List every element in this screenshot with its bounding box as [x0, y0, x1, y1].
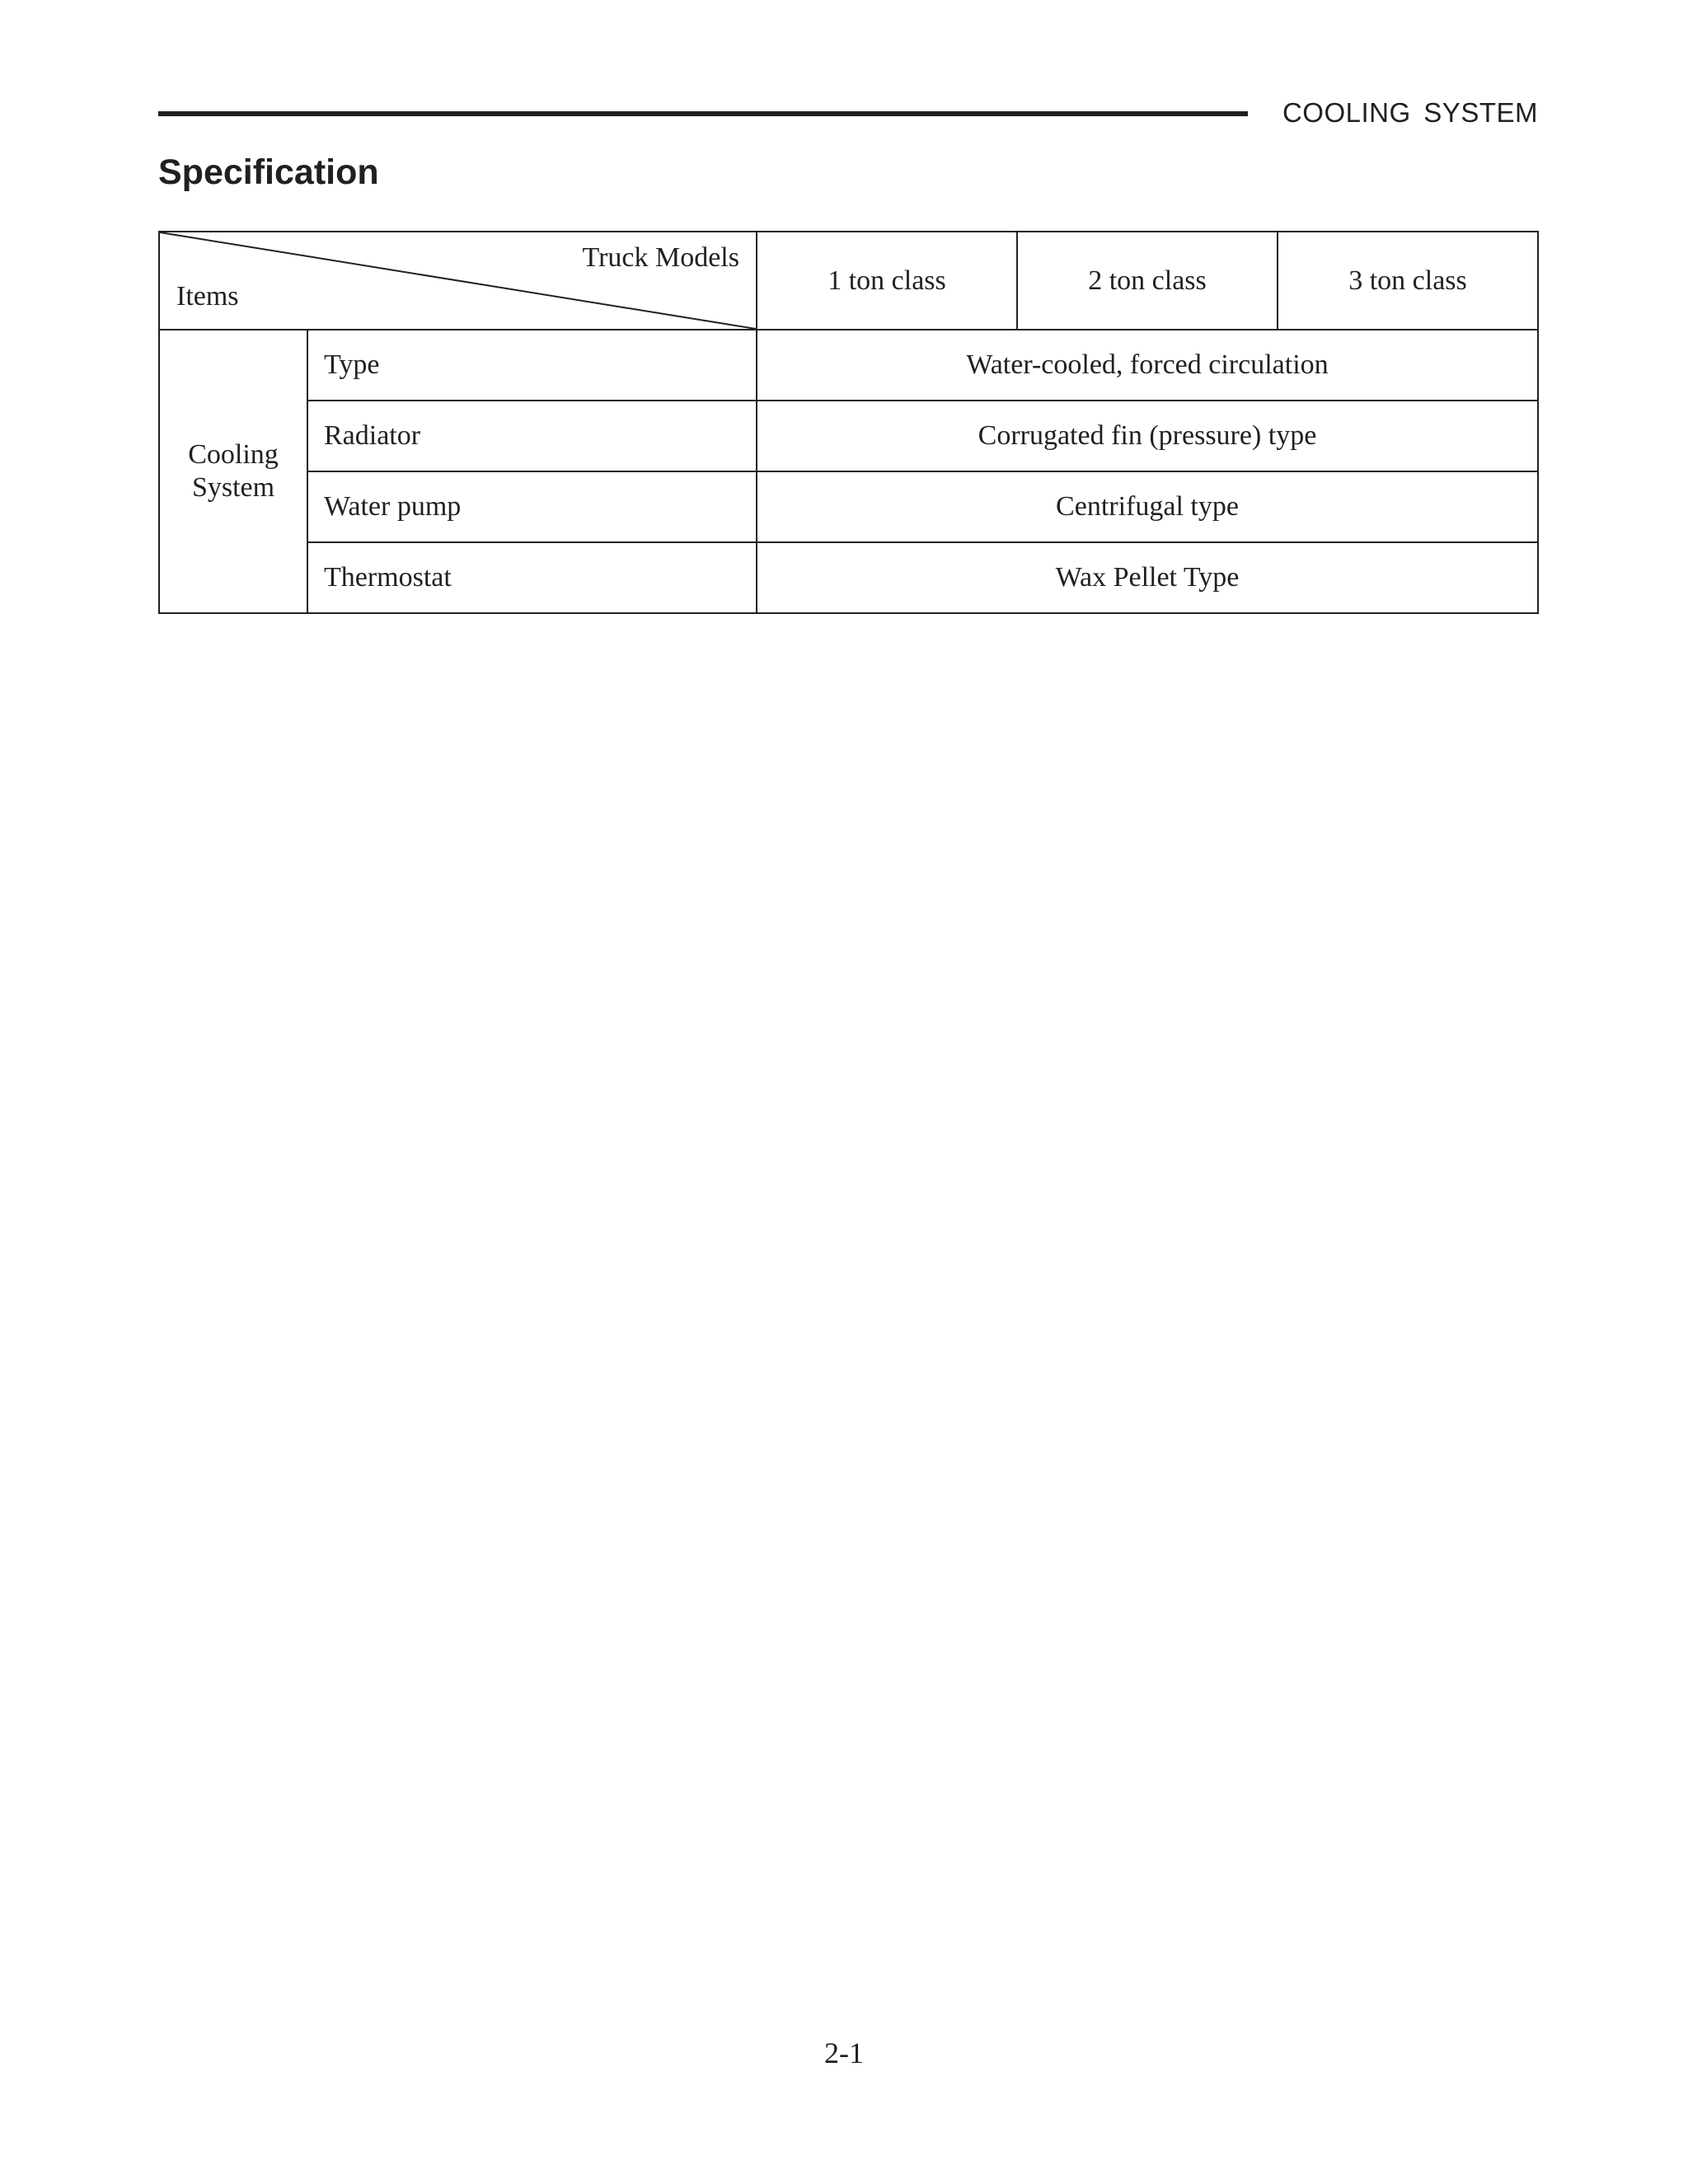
table-row	[159, 471, 1538, 542]
value-type: Water-cooled, forced circulation	[757, 330, 1538, 401]
table-row	[159, 401, 1538, 471]
section-header: COOLING SYSTEM	[1282, 97, 1538, 128]
items-label: Items	[176, 281, 239, 312]
item-radiator: Radiator	[307, 401, 757, 471]
model-header-1-ton: 1 ton class	[757, 232, 1017, 330]
page-title: Specification	[158, 152, 379, 192]
item-water-pump: Water pump	[307, 471, 757, 542]
value-water-pump: Centrifugal type	[757, 471, 1538, 542]
table-header-row	[159, 232, 1538, 330]
table-row	[159, 330, 1538, 401]
group-label-cell	[159, 330, 307, 613]
truck-models-label: Truck Models	[582, 242, 739, 273]
group-label-line-1: Cooling	[188, 438, 279, 470]
specification-table	[158, 231, 1539, 614]
page-number: 2-1	[824, 2036, 864, 2069]
group-label-line-2: System	[191, 472, 275, 503]
header-rule	[158, 111, 1248, 116]
item-type: Type	[307, 330, 757, 401]
model-header-2-ton: 2 ton class	[1017, 232, 1278, 330]
model-header-3-ton: 3 ton class	[1278, 232, 1538, 330]
table-row	[159, 542, 1538, 613]
corner-header-cell	[159, 232, 757, 330]
value-thermostat: Wax Pellet Type	[757, 542, 1538, 613]
value-radiator: Corrugated fin (pressure) type	[757, 401, 1538, 471]
item-thermostat: Thermostat	[307, 542, 757, 613]
